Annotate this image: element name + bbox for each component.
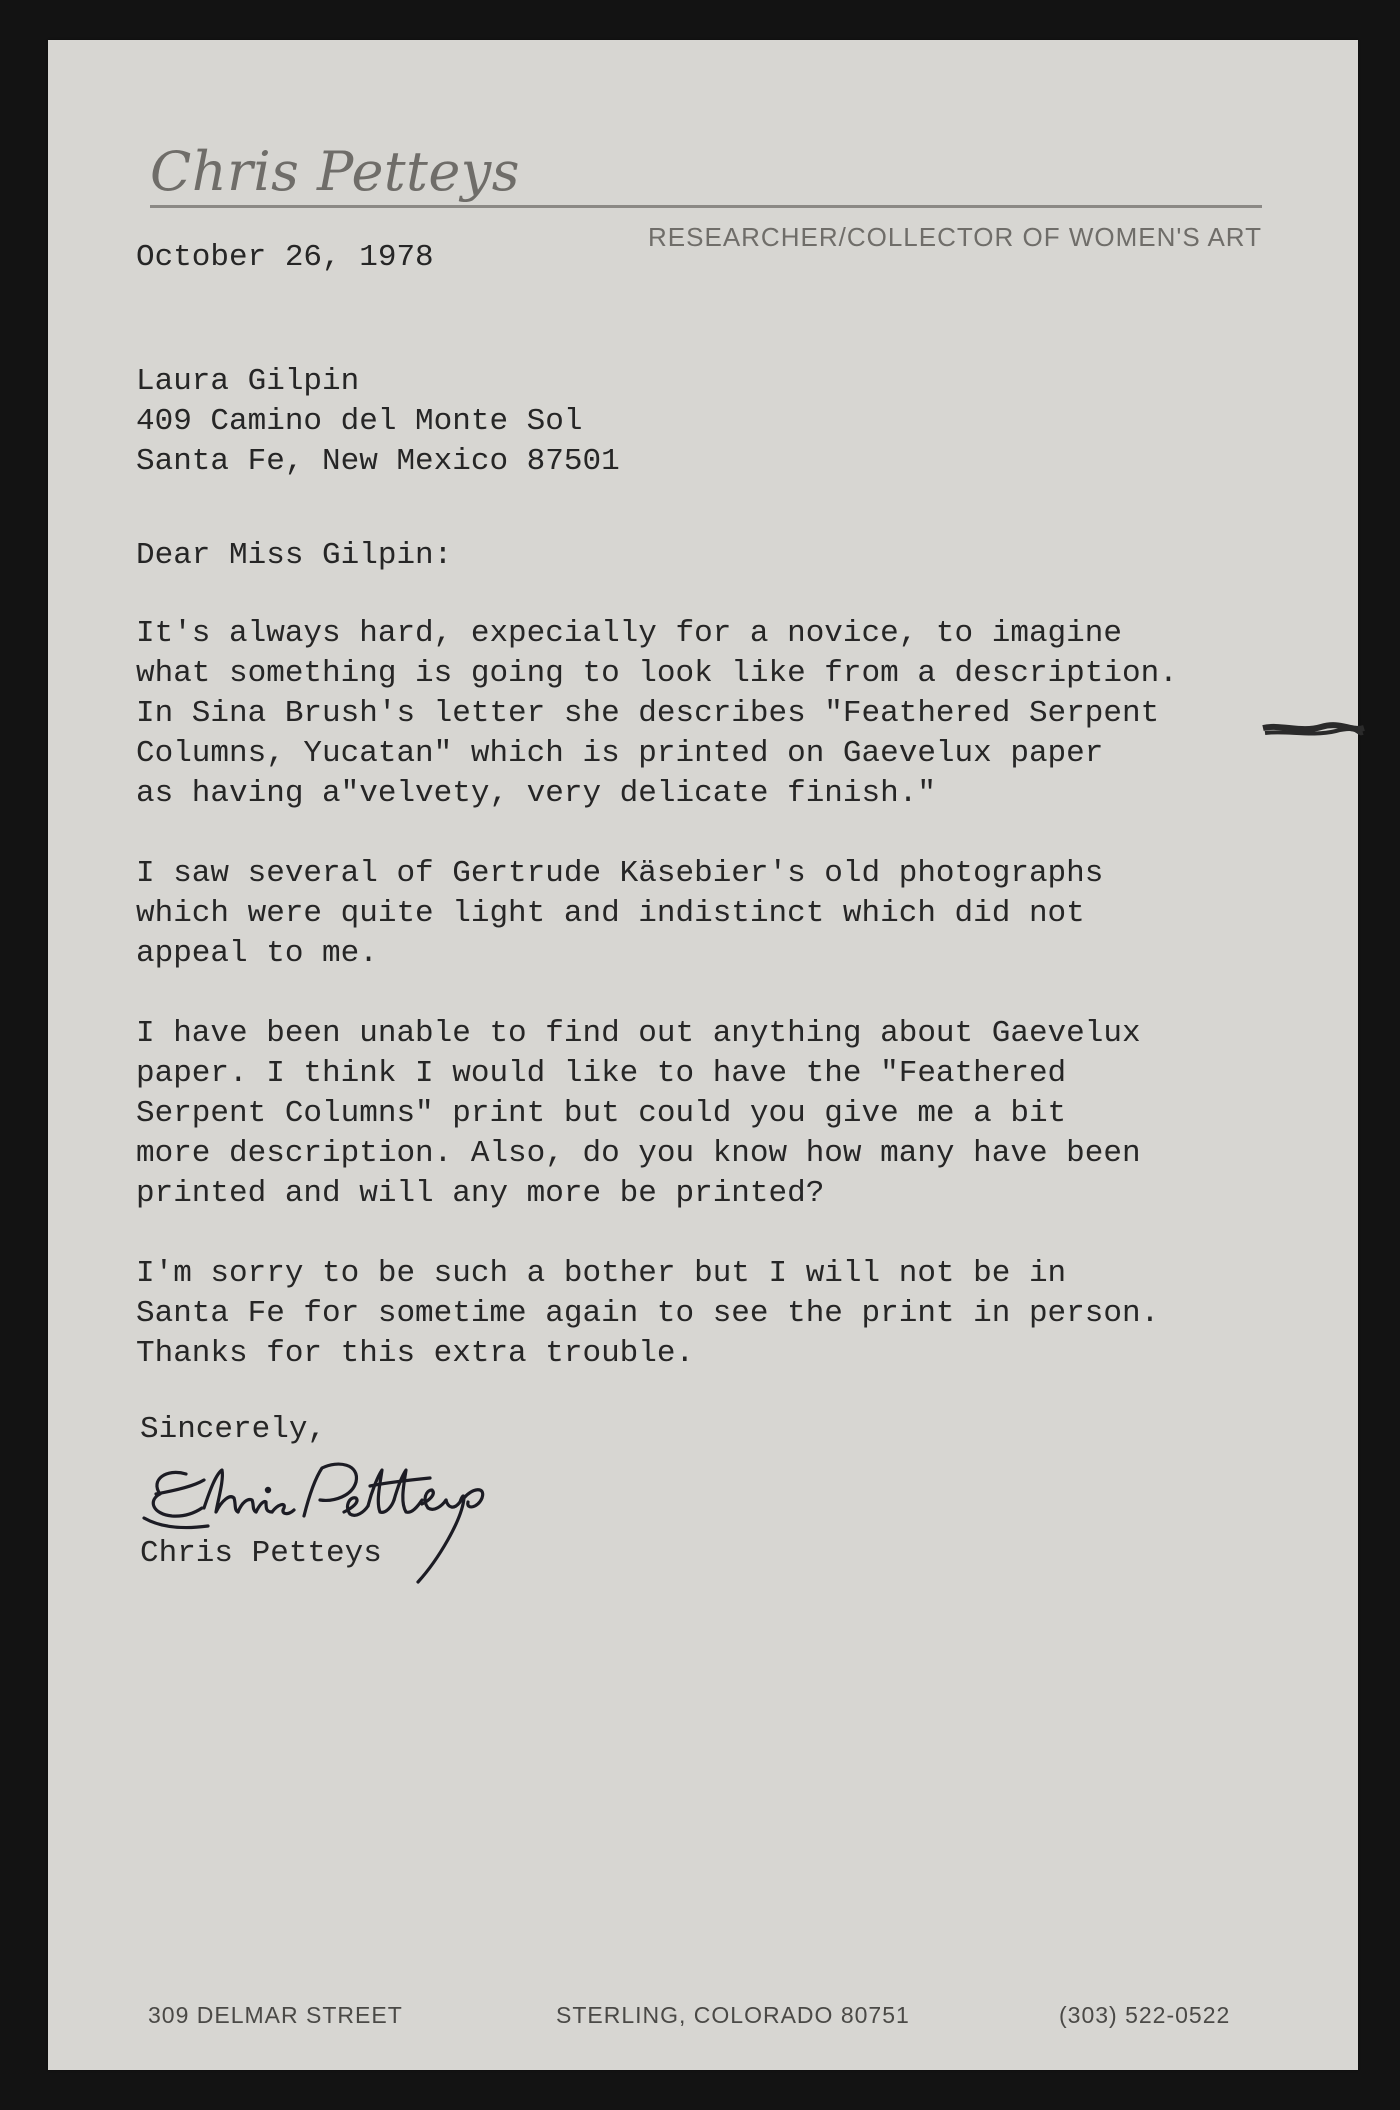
- paragraph-line: as having a"velvety, very delicate finish.": [136, 776, 936, 811]
- paragraph-line: In Sina Brush's letter she describes "Feathered Serpent: [136, 696, 1160, 731]
- body-paragraph: [136, 854, 1103, 974]
- paragraph-line: which were quite light and indistinct which did not: [136, 896, 1085, 931]
- paragraph-line: I'm sorry to be such a bother but I will not be in: [136, 1256, 1067, 1291]
- recipient-street: 409 Camino del Monte Sol: [136, 404, 583, 439]
- recipient-address-block: [136, 362, 620, 482]
- closing: Sincerely,: [140, 1412, 327, 1447]
- paragraph-line: I have been unable to find out anything about Gaevelux: [136, 1016, 1141, 1051]
- footer-phone: (303) 522-0522: [1059, 2002, 1231, 2028]
- paragraph-line: paper. I think I would like to have the "Feathered: [136, 1056, 1067, 1091]
- letterhead-tagline: RESEARCHER/COLLECTOR OF WOMEN'S ART: [648, 222, 1262, 252]
- salutation: Dear Miss Gilpin:: [136, 538, 453, 573]
- recipient-name: Laura Gilpin: [136, 364, 360, 399]
- struck-out-word: [1261, 720, 1366, 742]
- letterhead-name: Chris Petteys: [150, 140, 520, 203]
- letter-page: [48, 40, 1358, 2070]
- body-paragraph: [136, 614, 1178, 814]
- paragraph-line: appeal to me.: [136, 936, 378, 971]
- footer-address: 309 DELMAR STREET: [148, 2002, 403, 2028]
- paragraph-line: Santa Fe for sometime again to see the print in person.: [136, 1296, 1160, 1331]
- paragraph-line: Columns, Yucatan" which is printed on Gaevelux paper: [136, 736, 1104, 771]
- paragraph-line: Serpent Columns" print but could you give me a bit: [136, 1096, 1067, 1131]
- paragraph-line: I saw several of Gertrude Käsebier's old photographs: [136, 856, 1104, 891]
- paragraph-line: Thanks for this extra trouble.: [136, 1336, 695, 1371]
- body-paragraph: [136, 1254, 1159, 1374]
- footer-city: STERLING, COLORADO 80751: [556, 2002, 910, 2028]
- paragraph-line: It's always hard, expecially for a novice, to imagine: [136, 616, 1122, 651]
- recipient-city: Santa Fe, New Mexico 87501: [136, 444, 620, 479]
- letterhead-divider: [150, 205, 1262, 208]
- body-paragraph: [136, 1014, 1141, 1214]
- paragraph-line: more description. Also, do you know how many have been: [136, 1136, 1141, 1171]
- handwritten-signature: [138, 1450, 558, 1600]
- paragraph-line: what something is going to look like from a description.: [136, 656, 1178, 691]
- letter-date: October 26, 1978: [136, 240, 434, 275]
- signer-name: Chris Petteys: [140, 1536, 382, 1571]
- paragraph-line: printed and will any more be printed?: [136, 1176, 825, 1211]
